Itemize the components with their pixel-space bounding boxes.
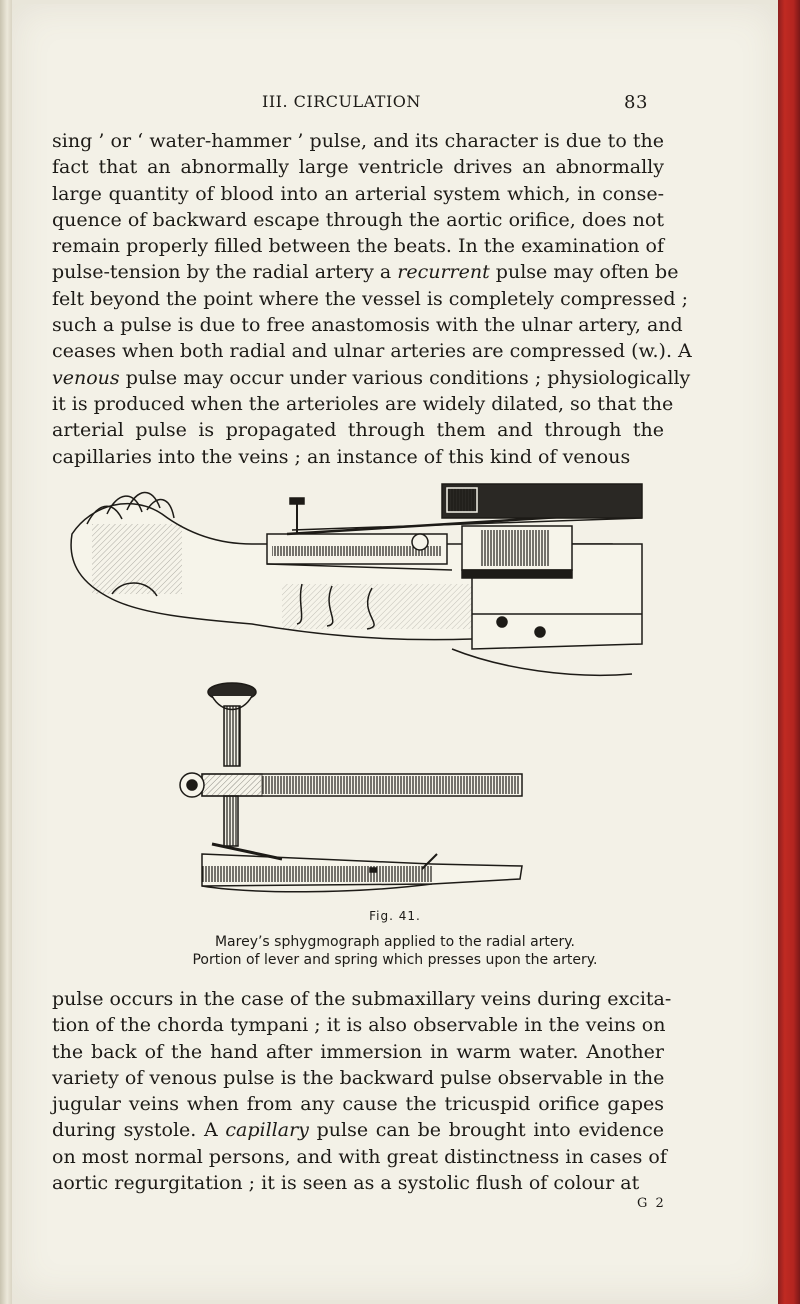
text-line: arterial pulse is propagated through them and through the [52, 419, 664, 442]
text-line: sing ’ or ‘ water-hammer ’ pulse, and its character is due to the [52, 130, 664, 152]
figure-label: Fig. 41. [369, 909, 421, 923]
page-number: 83 [624, 92, 648, 113]
text-line: fact that an abnormally large ventricle drives an abnormally [52, 156, 664, 179]
paragraph-top [52, 128, 692, 470]
running-header [12, 92, 778, 116]
text-line: venous pulse may occur under various conditions ; physiologically [52, 366, 691, 389]
book-red-edge [778, 0, 800, 1304]
book-page [12, 4, 778, 1300]
text-line: felt beyond the point where the vessel is completely compressed ; [52, 287, 689, 310]
text-line: variety of venous pulse is the backward pulse observable in the [52, 1066, 665, 1089]
signature-mark: G 2 [637, 1196, 666, 1211]
text-line: aortic regurgitation ; it is seen as a systolic flush of colour at [52, 1172, 640, 1195]
text-line: ceases when both radial and ulnar arteries are compressed (w.). A [52, 340, 692, 363]
text-line: during systole. A capillary pulse can be brought into evidence [52, 1119, 664, 1142]
text-line: the back of the hand after immersion in warm water. Another [52, 1040, 664, 1063]
text-line: such a pulse is due to free anastomosis with the ulnar artery, and [52, 314, 683, 337]
text-line: remain properly filled between the beats. In the examination of [52, 235, 664, 258]
text-line: quence of backward escape through the aortic orifice, does not [52, 208, 664, 231]
text-line: tion of the chorda tympani ; it is also observable in the veins on [52, 1014, 666, 1037]
text-line: large quantity of blood into an arterial system which, in conse- [52, 182, 664, 205]
text-line: on most normal persons, and with great distinctness in cases of [52, 1145, 667, 1168]
text-line: it is produced when the arterioles are widely dilated, so that the [52, 392, 674, 415]
lever-and-spring [180, 683, 522, 892]
paragraph-bottom [52, 986, 672, 1196]
book-spine-edge [0, 0, 12, 1304]
text-line: capillaries into the veins ; an instance of this kind of venous [52, 445, 631, 468]
text-line: pulse occurs in the case of the submaxillary veins during excita- [52, 988, 672, 1010]
figure-caption-line-2: Portion of lever and spring which presses upon the artery. [192, 952, 598, 968]
text-line: pulse-tension by the radial artery a recurrent pulse may often be [52, 261, 679, 284]
hand-and-device [71, 484, 642, 675]
sphygmograph-figure [52, 474, 672, 914]
figure-caption-line-1: Marey’s sphygmograph applied to the radial artery. [214, 934, 576, 950]
sphygmograph-illustration [52, 474, 672, 904]
text-line: jugular veins when from any cause the tricuspid orifice gapes [52, 1093, 664, 1116]
chapter-title: III. CIRCULATION [262, 92, 421, 111]
